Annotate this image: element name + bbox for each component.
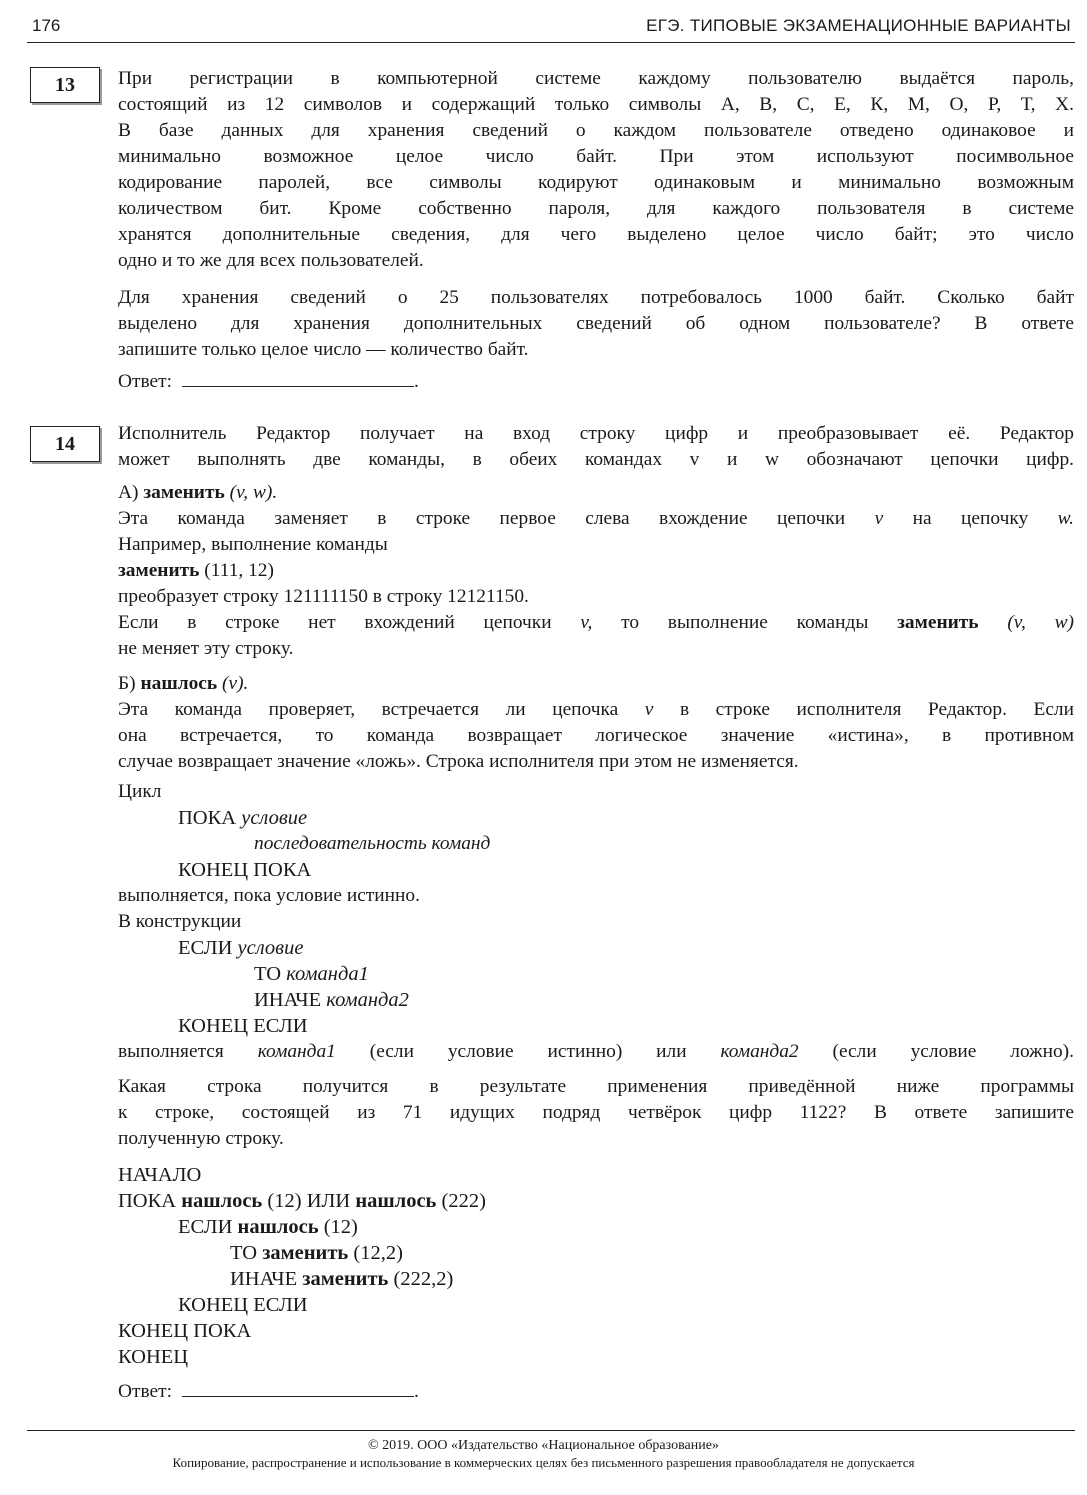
branch-if: ЕСЛИ условие: [178, 937, 304, 959]
branch-end: КОНЕЦ ЕСЛИ: [178, 1015, 308, 1037]
q14-intro-line: может выполнять две команды, в обеих командах v и w обозначают цепочки цифр.: [118, 449, 1074, 470]
prog-while: ПОКА нашлось (12) ИЛИ нашлось (222): [118, 1190, 486, 1212]
question-14-number-box: 14: [30, 426, 100, 462]
loop-sequence: последовательность команд: [254, 833, 491, 854]
footer-divider: [27, 1430, 1075, 1431]
prog-if: ЕСЛИ нашлось (12): [178, 1216, 358, 1238]
question-13-number-box: 13: [30, 67, 100, 103]
q14-intro-line: Исполнитель Редактор получает на вход строку цифр и преобразовывает её. Редактор: [118, 423, 1074, 444]
q13-answer-line: Ответ: .: [118, 368, 1074, 395]
q13-answer-field[interactable]: [182, 368, 414, 387]
running-title: ЕГЭ. ТИПОВЫЕ ЭКЗАМЕНАЦИОННЫЕ ВАРИАНТЫ: [646, 16, 1071, 35]
branch-else: ИНАЧЕ команда2: [254, 989, 409, 1011]
q13-p1-line: одно и то же для всех пользователей.: [118, 250, 424, 271]
q13-p1-line: количеством бит. Кроме собственно пароля, для каждого пользователя в системе: [118, 198, 1074, 219]
q13-p2-line: Для хранения сведений о 25 пользователях потребовалось 1000 байт. Сколько байт: [118, 287, 1074, 308]
branch-note: выполняется команда1 (если условие истинно) или команда2 (если условие ложно).: [118, 1041, 1074, 1062]
cmd-b-heading: Б) нашлось (v).: [118, 673, 249, 694]
page-number: 176: [32, 16, 61, 35]
q13-p2-line: запишите только целое число — количество байт.: [118, 339, 529, 360]
program-listing: [118, 1162, 1074, 1370]
branch-label: В конструкции: [118, 911, 242, 932]
prog-end-while: КОНЕЦ ПОКА: [118, 1320, 252, 1342]
footer-notice: Копирование, распространение и использование в коммерческих целях без письменного разрешения правообладателя не допускается: [172, 1455, 915, 1470]
prog-else: ИНАЧЕ заменить (222,2): [230, 1268, 454, 1290]
branch-then: ТО команда1: [254, 963, 369, 985]
answer-label: Ответ:: [118, 371, 172, 392]
prog-end-if: КОНЕЦ ЕСЛИ: [178, 1294, 308, 1316]
cmd-b-description: Эта команда проверяет, встречается ли цепочка v в строке исполнителя Редактор. Если: [118, 699, 1074, 720]
prog-then: ТО заменить (12,2): [230, 1242, 403, 1264]
q13-p1-line: При регистрации в компьютерной системе каждому пользователю выдаётся пароль,: [118, 68, 1074, 89]
q13-p1-line: кодирование паролей, все символы кодируют одинаковым и минимально возможным: [118, 172, 1074, 193]
cmd-a-none-end: не меняет эту строку.: [118, 638, 294, 659]
answer-label: Ответ:: [118, 1381, 172, 1402]
prog-begin: НАЧАЛО: [118, 1164, 202, 1186]
cmd-a-example-cmd: заменить (111, 12): [118, 560, 274, 581]
q14-answer-line: Ответ: .: [118, 1378, 1074, 1405]
header-divider: [27, 42, 1075, 43]
footer-copyright: © 2019. ООО «Издательство «Национальное образование»: [368, 1438, 719, 1453]
page-header: [0, 0, 1087, 44]
cmd-a-example-result: преобразует строку 121111150 в строку 12121150.: [118, 586, 529, 607]
loop-label: Цикл: [118, 781, 162, 802]
q14-question-line: полученную строку.: [118, 1128, 284, 1149]
cmd-a-heading: А) заменить (v, w).: [118, 482, 278, 503]
cmd-a-example-intro: Например, выполнение команды: [118, 534, 388, 555]
cmd-a-none-line: Если в строке нет вхождений цепочки v, то выполнение команды заменить (v, w): [118, 612, 1074, 633]
q13-p1-line: минимально возможное целое число байт. При этом используют посимвольное: [118, 146, 1074, 167]
q13-p1-line: В базе данных для хранения сведений о каждом пользователе отведено одинаковое и: [118, 120, 1074, 141]
question-13-text: [118, 66, 1074, 395]
q13-p1-line: состоящий из 12 символов и содержащий только символы А, В, С, Е, К, М, О, Р, Т, Х.: [118, 94, 1074, 115]
q13-p1-line: хранятся дополнительные сведения, для чего выделено целое число байт; это число: [118, 224, 1074, 245]
q14-question-line: Какая строка получится в результате применения приведённой ниже программы: [118, 1076, 1074, 1097]
loop-note: выполняется, пока условие истинно.: [118, 885, 420, 906]
loop-end: КОНЕЦ ПОКА: [178, 859, 312, 881]
cmd-a-description: Эта команда заменяет в строке первое слева вхождение цепочки v на цепочку w.: [118, 508, 1074, 529]
q14-question-line: к строке, состоящей из 71 идущих подряд четвёрок цифр 1122? В ответе запишите: [118, 1102, 1074, 1123]
q13-p2-line: выделено для хранения дополнительных сведений об одном пользователе? В ответе: [118, 313, 1074, 334]
cmd-b-line: случае возвращает значение «ложь». Строка исполнителя при этом не изменяется.: [118, 751, 799, 772]
question-14-text: [118, 421, 1074, 1405]
prog-end: КОНЕЦ: [118, 1346, 189, 1368]
loop-while: ПОКА условие: [178, 807, 308, 829]
q14-answer-field[interactable]: [182, 1378, 414, 1397]
cmd-b-line: она встречается, то команда возвращает логическое значение «истина», в противном: [118, 725, 1074, 746]
